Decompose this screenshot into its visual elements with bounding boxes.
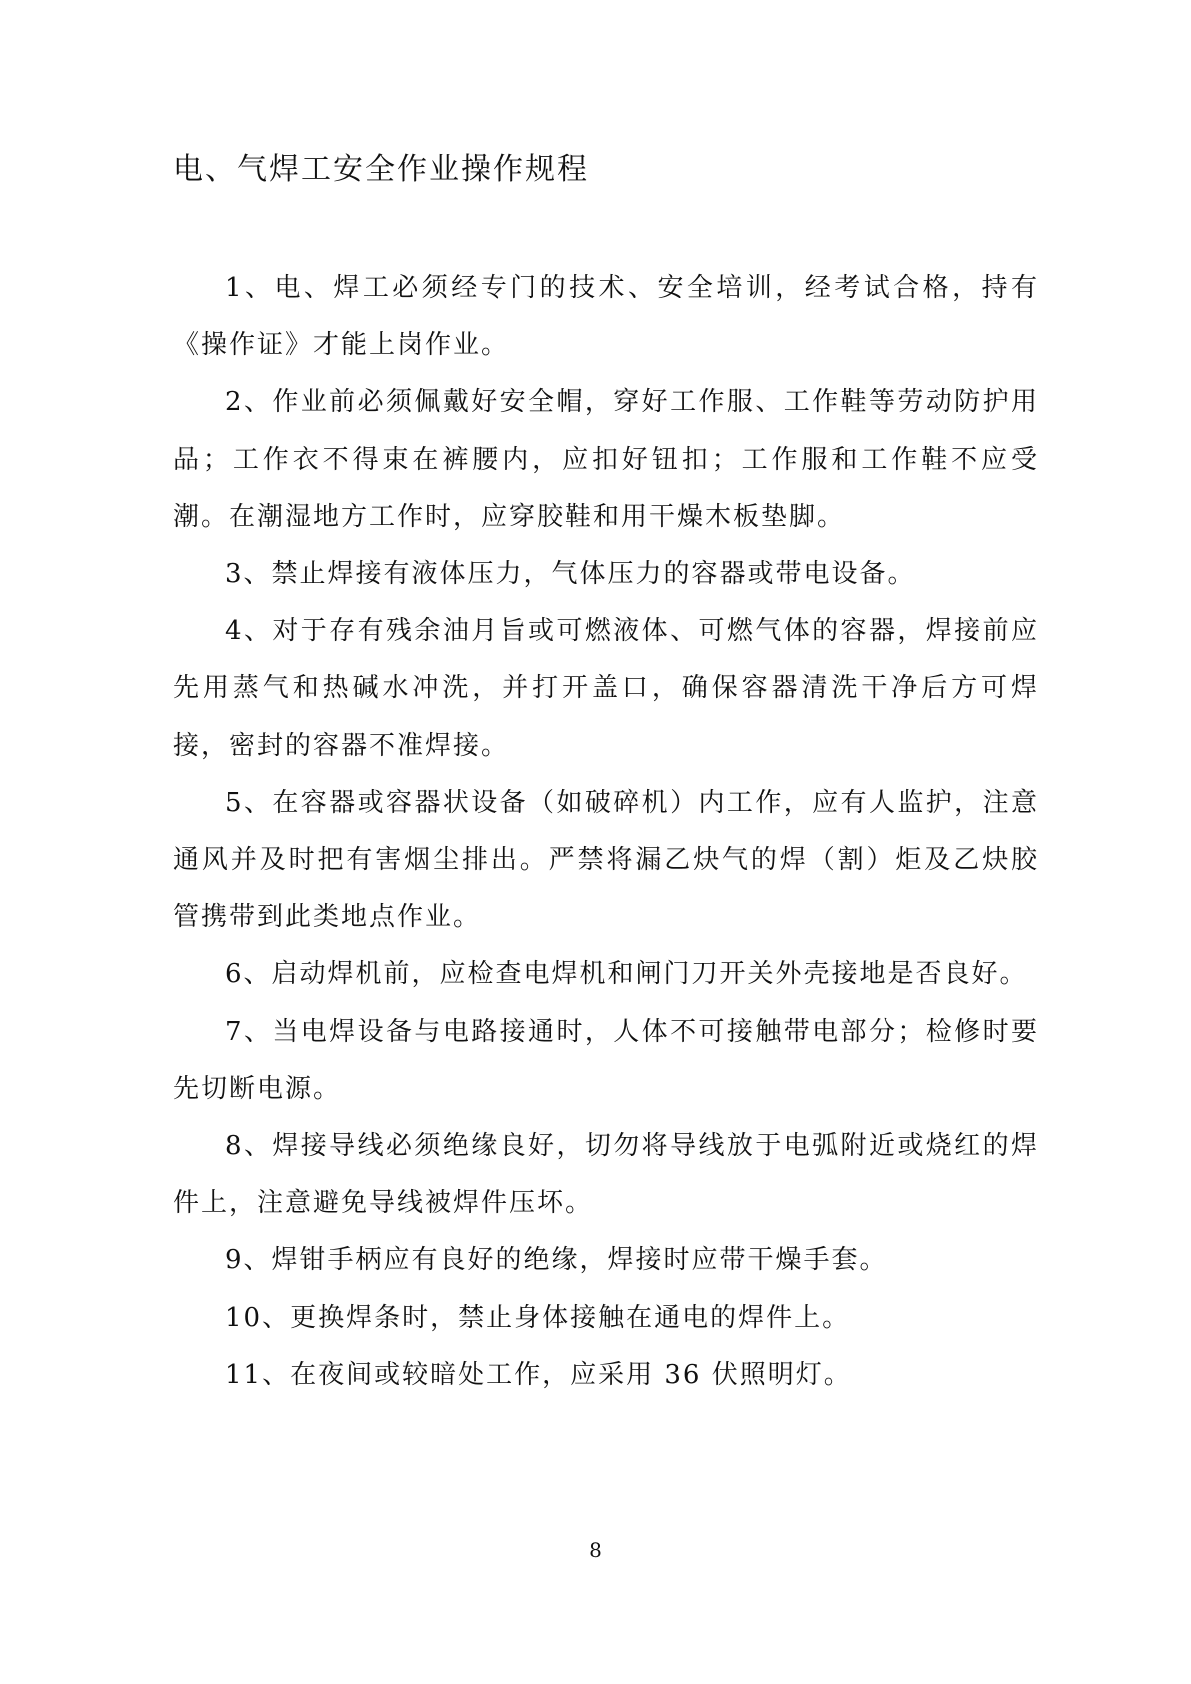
rule-paragraph-7: 7、当电焊设备与电路接通时，人体不可接触带电部分；检修时要先切断电源。 xyxy=(173,1016,1039,1104)
rule-paragraph-4: 4、对于存有残余油月旨或可燃液体、可燃气体的容器，焊接前应先用蒸气和热碱水冲洗，并打开盖口，确保容器清洗干净后方可焊接，密封的容器不准焊接。 xyxy=(173,616,1039,761)
rule-paragraph-1: 1、电、焊工必须经专门的技术、安全培训，经考试合格，持有《操作证》才能上岗作业。 xyxy=(173,273,1039,361)
rule-paragraph-3: 3、禁止焊接有液体压力，气体压力的容器或带电设备。 xyxy=(225,559,916,590)
document-body xyxy=(173,260,1039,1404)
rule-paragraph-2: 2、作业前必须佩戴好安全帽，穿好工作服、工作鞋等劳动防护用品；工作衣不得束在裤腰内，应扣好钮扣；工作服和工作鞋不应受潮。在潮湿地方工作时，应穿胶鞋和用干燥木板垫脚。 xyxy=(173,387,1039,532)
rule-paragraph-6: 6、启动焊机前，应检查电焊机和闸门刀开关外壳接地是否良好。 xyxy=(225,959,1028,990)
rule-paragraph-8: 8、焊接导线必须绝缘良好，切勿将导线放于电弧附近或烧红的焊件上，注意避免导线被焊件压坏。 xyxy=(173,1131,1039,1219)
rule-paragraph-10: 10、更换焊条时，禁止身体接触在通电的焊件上。 xyxy=(225,1302,851,1333)
rule-paragraph-5: 5、在容器或容器状设备（如破碎机）内工作，应有人监护，注意通风并及时把有害烟尘排出。严禁将漏乙炔气的焊（割）炬及乙炔胶管携带到此类地点作业。 xyxy=(173,787,1039,933)
rule-paragraph-11: 11、在夜间或较暗处工作，应采用 36 伏照明灯。 xyxy=(225,1359,852,1390)
rule-paragraph-9: 9、焊钳手柄应有良好的绝缘，焊接时应带干燥手套。 xyxy=(225,1245,888,1276)
page-number: 8 xyxy=(589,1538,602,1562)
document-title: 电、气焊工安全作业操作规程 xyxy=(173,152,589,187)
